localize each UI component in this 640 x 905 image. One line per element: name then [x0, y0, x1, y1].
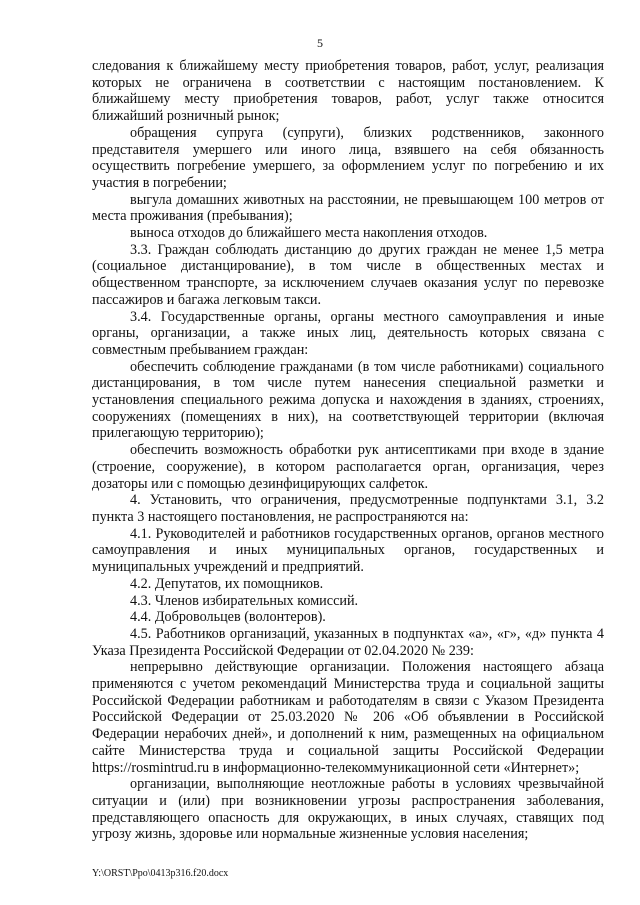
- page-number: 5: [317, 36, 323, 50]
- paragraph: обеспечить возможность обработки рук антисептиками при входе в здание (строение, сооружение), в котором располагается орган, организация, через дозаторы или с помощью дезинфицирующих салфеток.: [92, 442, 604, 492]
- paragraph: 3.4. Государственные органы, органы местного самоуправления и иные органы, организации, а также иных лиц, деятельность которых связана с совместным пребыванием граждан:: [92, 308, 604, 358]
- footer-file-path: Y:\ORST\Ppo\0413p316.f20.docx: [92, 868, 229, 879]
- paragraph: 4.4. Добровольцев (волонтеров).: [130, 609, 326, 626]
- paragraph: обеспечить соблюдение гражданами (в том числе работниками) социального дистанцирования, в том числе путем нанесения специальной разметки и установления специального режима допуска и нахождения в зданиях, строениях, сооружениях (помещениях в них), на соответствующей территории (включая прилегающую территорию);: [92, 358, 604, 442]
- paragraph: 4. Установить, что ограничения, предусмотренные подпунктами 3.1, 3.2 пункта 3 настоящего постановления, не распространяются на:: [92, 492, 604, 525]
- paragraph: выгула домашних животных на расстоянии, не превышающем 100 метров от места проживания (пребывания);: [92, 191, 604, 225]
- paragraph: организации, выполняющие неотложные работы в условиях чрезвычайной ситуации и (или) при возникновении угрозы распространения заболевания, представляющего опасность для окружающих, в иных случаях, ставящих под угрозу жизнь, здоровье или нормальные жизненные условия населения;: [92, 776, 604, 843]
- paragraph: следования к ближайшему месту приобретения товаров, работ, услуг, реализация которых не ограничена в соответствии с настоящим постановлением. К ближайшему месту приобретения товаров, работ, услуг также относится ближайший розничный рынок;: [92, 58, 604, 125]
- paragraph: 4.1. Руководителей и работников государственных органов, органов местного самоуправления и иных муниципальных органов, государственных и муниципальных учреждений и предприятий.: [92, 525, 604, 576]
- paragraph: непрерывно действующие организации. Положения настоящего абзаца применяются с учетом рекомендаций Министерства труда и социальной защиты Российской Федерации работникам и работодателям в связи с Указом Президента Российской Федерации от 25.03.2020 № 206 «Об объявлении в Российской Федерации нерабочих дней», и дополнений к ним, размещенных на официальном сайте Министерства труда и социальной защиты Российской Федерации https://rosmintrud.ru в информационно-телекоммуникационной сети «Интернет»;: [92, 659, 604, 776]
- document-body: [92, 58, 604, 843]
- paragraph: 4.3. Членов избирательных комиссий.: [130, 592, 359, 609]
- paragraph: выноса отходов до ближайшего места накопления отходов.: [130, 225, 488, 242]
- paragraph: 3.3. Граждан соблюдать дистанцию до других граждан не менее 1,5 метра (социальное дистанцирование), в том числе в общественных местах и общественном транспорте, за исключением случаев оказания услуг по перевозке пассажиров и багажа легковым такси.: [92, 241, 604, 308]
- paragraph: 4.2. Депутатов, их помощников.: [130, 575, 324, 592]
- paragraph: обращения супруга (супруги), близких родственников, законного представителя умершего или иного лица, взявшего на себя обязанность осуществить погребение умершего, за оформлением услуг по погребению и их участия в погребении;: [92, 124, 604, 191]
- paragraph: 4.5. Работников организаций, указанных в подпунктах «а», «г», «д» пункта 4 Указа Президента Российской Федерации от 02.04.2020 № 239:: [92, 625, 604, 659]
